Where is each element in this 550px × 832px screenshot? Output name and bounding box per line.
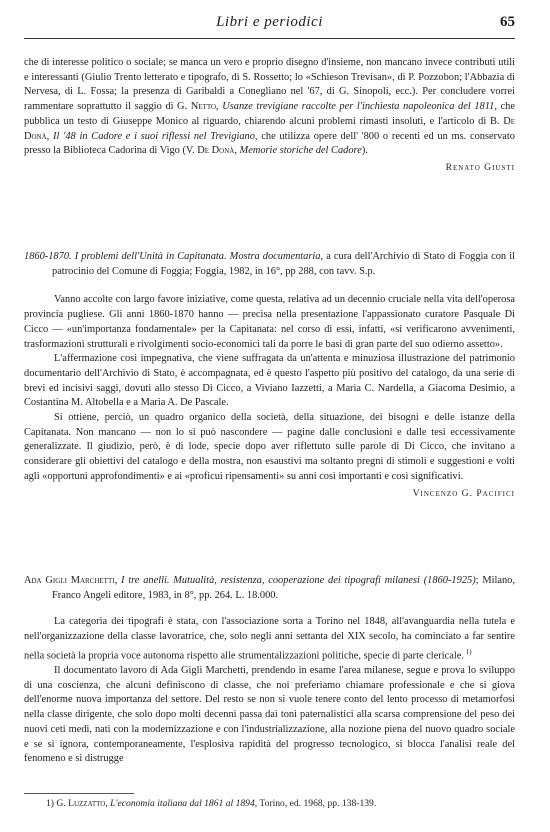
review-capitanata [24, 250, 515, 501]
reviewer-signature: Renato Giusti [445, 161, 515, 173]
paragraph: Si ottiene, perciò, un quadro organico della società, della situazione, dei bisogni e delle istanze della Capitanata. Non mancano — non lo si può nascondere — pagine dalle conclusioni e dalle tesi eccessivamente generalizzate. Il giudizio, però, è di lode, specie dopo aver riflettuto sulle parole di Di Cicco, che invitano a considerare gli obiettivi del catalogo e della mostra, non esaustivi ma soltanto pregni di stimoli e suggestioni e volti agli «opportuni approfondimenti» e ai «proficui ripensamenti» su anni così importanti e così significativi. [24, 412, 515, 482]
footnote-rule [24, 793, 134, 794]
page-number: 65 [500, 14, 515, 30]
paragraph: L'affermazione così impegnativa, che viene suffragata da un'attenta e minuziosa illustrazione del patrimonio documentario dell'Archivio di Stato, è accompagnata, ed è questo l'aspetto più positivo del catalogo, da una serie di brevi ed incisivi saggi, dovuti allo stesso Di Cicco, a Viviano Iazzetti, a Maria C. Nardella, a Giacoma Desimio, a Costantina M. Altobella e a Maria A. De Pascale. [24, 353, 515, 409]
paragraph: che di interesse politico o sociale; se manca un vero e proprio disegno d'insieme, non mancano invece contributi utili e interessanti (Giulio Trento letterato e tipografo, di S. Rossetto; lo «Schieson Trevisan», di P. Pozzobon; l'Abbazia di Nervesa, di L. Fossa; la presenza di Garibaldi a Conegliano nel '67, di G. Sinopoli, ecc.). Per concludere vorrei rammentare soprattutto il saggio di G. Netto, Usanze trevigiane raccolte per l'inchiesta napoleonica del 1811, che pubblica un testo di Giuseppe Monico al riguardo, chiarendo alcuni problemi rimasti insoluti, e l'articolo di B. De Donà, Il '48 in Cadore e i suoi riflessi nel Trevigiano, che utilizza opere dell' '800 o recenti ed un ms. conservato presso la Biblioteca Cadorina di Vigo (V. De Donà, Memorie storiche del Cadore). [24, 57, 515, 157]
review-tre-anelli [24, 574, 515, 767]
running-header [24, 14, 515, 34]
paragraph: La categoria dei tipografi è stata, con l'associazione sorta a Torino nel 1848, all'avanguardia nella tutela e nell'organizzazione della classe lavoratrice, che, solo negli anni settanta del XIX secolo, ha cominciato a far sentire nella società la propria voce autonoma rispetto alle strumentalizzazioni politiche, specie di parte clericale. $^{1)}$ [24, 616, 515, 662]
footnote: 1) G. Luzzatto, L'economia italiana dal 1861 al 1894, Torino, ed. 1968, pp. 138-139. [46, 798, 377, 809]
header-rule [24, 38, 515, 39]
paragraph: Vanno accolte con largo favore iniziative, come questa, relativa ad un decennio cruciale nella vita dell'operosa provincia pugliese. Gli anni 1860-1870 hanno — precisa nella presentazione l'appassionato curatore Pasquale Di Cicco — «un'importanza fondamentale» per la Capitanata: nel corso di essi, infatti, «si verificarono avvenimenti, trasformazioni strutturali e rivolgimenti socio-economici tali da porre le basi di gran parte del suo odierno assetto». [24, 294, 515, 350]
review-continuation [24, 56, 515, 176]
paragraph: Il documentato lavoro di Ada Gigli Marchetti, prendendo in esame l'area milanese, segue e prova lo sviluppo di una coscienza, che alcuni definiscono di classe, che noi preferiamo chiamare professionale e che si giova dell'enorme nuova importanza del settore. Del resto se non si vuole tenere conto del lento processo di metamorfosi nella classe dirigente, che solo dopo molti decenni passa dai toni paternalistici alla scarsa comprensione del peso dei nuovi ceti medi, nati con la modernizzazione e con l'industrializzazione, alla nozione piena del nuovo quadro sociale e se si ignora, contemporaneamente, l'esplosiva rapidità del progresso tecnologico, si blocca l'analisi reale del fenomeno e si distrugge [24, 664, 515, 765]
bibliographic-reference: Ada Gigli Marchetti, I tre anelli. Mutualità, resistenza, cooperazione dei tipografi milanesi (1860-1925); Milano, Franco Angeli editore, 1983, in 8°, pp. 264. L. 18.000. [24, 575, 515, 601]
running-title: Libri e periodici [216, 14, 323, 30]
bibliographic-reference: 1860-1870. I problemi dell'Unità in Capitanata. Mostra documentaria, a cura dell'Archivio di Stato di Foggia con il patrocinio del Comune di Foggia; Foggia, 1982, in 16°, pp 288, con tavv. S.p. [24, 251, 515, 277]
footnote-marker: 1) [463, 647, 472, 656]
reviewer-signature: Vincenzo G. Pacifici [412, 487, 515, 499]
